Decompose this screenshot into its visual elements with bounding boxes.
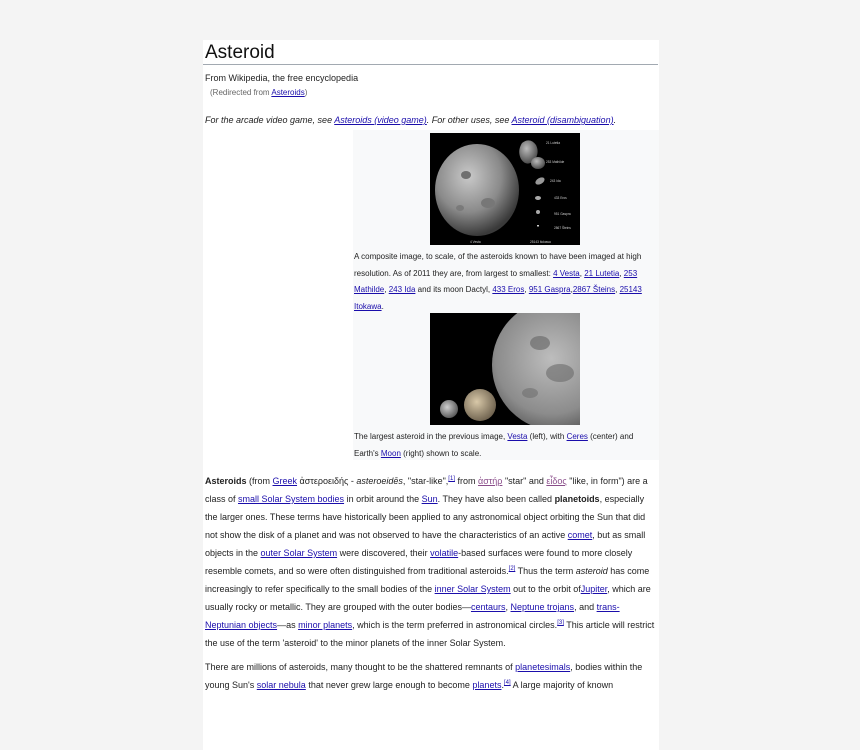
link-trans-neptunian-objects[interactable]: trans-Neptunian objects bbox=[205, 602, 620, 630]
vesta-ceres-moon-image[interactable] bbox=[430, 313, 580, 425]
link-solar-nebula[interactable]: solar nebula bbox=[256, 680, 306, 690]
link-planetesimals[interactable]: planetesimals bbox=[515, 662, 571, 672]
link-ceres[interactable]: Ceres bbox=[566, 432, 588, 441]
link-21-lutetia[interactable]: 21 Lutetia bbox=[584, 268, 620, 278]
link-4-vesta[interactable]: 4 Vesta bbox=[553, 268, 580, 278]
ref-4[interactable]: [4] bbox=[503, 680, 511, 686]
hatnote: For the arcade video game, see Asteroids (video game). For other uses, see Asteroid (disambiguation). bbox=[205, 115, 617, 125]
hatnote-link-video-game[interactable]: Asteroids (video game) bbox=[334, 115, 427, 125]
link-neptune-trojans[interactable]: Neptune trojans bbox=[510, 602, 575, 612]
link-sun[interactable]: Sun bbox=[421, 494, 438, 504]
label-951-gaspra: 951 Gaspra bbox=[554, 212, 571, 216]
link-aster[interactable]: ἀστήρ bbox=[477, 476, 503, 486]
intro-paragraph: Asteroids (from Greek ἀστεροειδής - asteroeidēs, "star-like",[1] from ἀστήρ "star" and εἶδος "like, in form") are a class of small Solar System bodies in orbit around the Sun. They have also been called planetoids, especially the larger ones. These terms have historically been applied to any astronomical object orbiting the Sun that did not show the disk of a planet and was not observed to have the characteristics of an active comet, but as small objects in the outer Solar System were discovered, their volatile-based surfaces were found to more closely resemble comets, and so were often distinguished from traditional asteroids.[2] Thus the term asteroid has come increasingly to refer specifically to the small bodies of the inner Solar System out to the orbit ofJupiter, which are usually rocky or metallic. They are grouped with the outer bodies—centaurs, Neptune trojans, and trans-Neptunian objects—as minor planets, which is the term preferred in astronomical circles.[3] This article will restrict the use of the term 'asteroid' to the minor planets of the inner Solar System. bbox=[205, 476, 655, 648]
page-title: Asteroid bbox=[205, 42, 275, 63]
link-433-eros[interactable]: 433 Eros bbox=[492, 285, 525, 294]
link-vesta[interactable]: Vesta bbox=[507, 432, 528, 441]
label-243-ida: 243 Ida bbox=[550, 179, 561, 183]
link-eidos[interactable]: εἶδος bbox=[546, 476, 567, 486]
link-2867-steins[interactable]: 2867 Šteins bbox=[572, 285, 616, 294]
link-centaurs[interactable]: centaurs bbox=[470, 602, 506, 612]
image-caption-composite: A composite image, to scale, of the asteroids known to have been imaged at high resolution. As of 2011 they are, from largest to smallest: 4 Vesta, 21 Lutetia, 253 Mathilde, 243 Ida and its moon Dactyl, 433 Eros, 951 Gaspra,2867 Šteins, 25143 Itokawa. bbox=[354, 252, 642, 311]
link-25143-itokawa[interactable]: 25143 Itokawa bbox=[354, 285, 642, 311]
link-comet[interactable]: comet bbox=[567, 530, 593, 540]
link-small-solar-system-bodies[interactable]: small Solar System bodies bbox=[238, 494, 345, 504]
link-greek[interactable]: Greek bbox=[272, 476, 298, 486]
vesta-ceres-moon-graphic bbox=[430, 313, 580, 425]
link-moon[interactable]: Moon bbox=[380, 448, 401, 458]
infobox bbox=[353, 130, 659, 460]
label-4-vesta: 4 Vesta bbox=[470, 240, 481, 244]
title-divider bbox=[203, 64, 658, 65]
image-caption-scale: The largest asteroid in the previous image, Vesta (left), with Ceres (center) and Earth's Moon (right) shown to scale. bbox=[354, 432, 634, 458]
label-253-mathilde: 253 Mathilde bbox=[546, 160, 565, 164]
label-2867-steins: 2867 Šteins bbox=[554, 226, 571, 230]
link-253-mathilde[interactable]: 253 Mathilde bbox=[354, 268, 638, 294]
second-paragraph: There are millions of asteroids, many thought to be the shattered remnants of planetesimals, bodies within the young Sun's solar nebula that never grew large enough to become planets.[4] A large majority of known bbox=[205, 662, 643, 690]
link-outer-solar-system[interactable]: outer Solar System bbox=[260, 548, 338, 558]
link-volatile[interactable]: volatile bbox=[430, 548, 459, 558]
label-433-eros: 433 Eros bbox=[554, 196, 567, 200]
article-body bbox=[205, 472, 657, 700]
link-243-ida[interactable]: 243 Ida bbox=[388, 285, 416, 294]
ref-1[interactable]: [1] bbox=[448, 476, 455, 482]
link-jupiter[interactable]: Jupiter bbox=[580, 584, 608, 594]
redirect-link[interactable]: Asteroids bbox=[271, 88, 305, 97]
hatnote-link-disambiguation[interactable]: Asteroid (disambiguation) bbox=[511, 115, 614, 125]
link-951-gaspra[interactable]: 951 Gaspra bbox=[528, 285, 571, 294]
redirect-note: (Redirected from Asteroids) bbox=[210, 88, 308, 97]
asteroid-composite-image[interactable] bbox=[430, 133, 580, 245]
link-minor-planets[interactable]: minor planets bbox=[298, 620, 353, 630]
ref-2[interactable]: [2] bbox=[508, 566, 516, 572]
link-planets[interactable]: planets bbox=[472, 680, 502, 690]
site-tagline: From Wikipedia, the free encyclopedia bbox=[205, 73, 359, 83]
article-page bbox=[203, 40, 659, 750]
label-25143-itokawa: 25143 Itokawa bbox=[530, 240, 551, 244]
link-inner-solar-system[interactable]: inner Solar System bbox=[434, 584, 511, 594]
ref-3[interactable]: [3] bbox=[557, 620, 564, 626]
asteroid-composite-graphic bbox=[430, 133, 580, 245]
label-21-lutetia: 21 Lutetia bbox=[546, 141, 561, 145]
